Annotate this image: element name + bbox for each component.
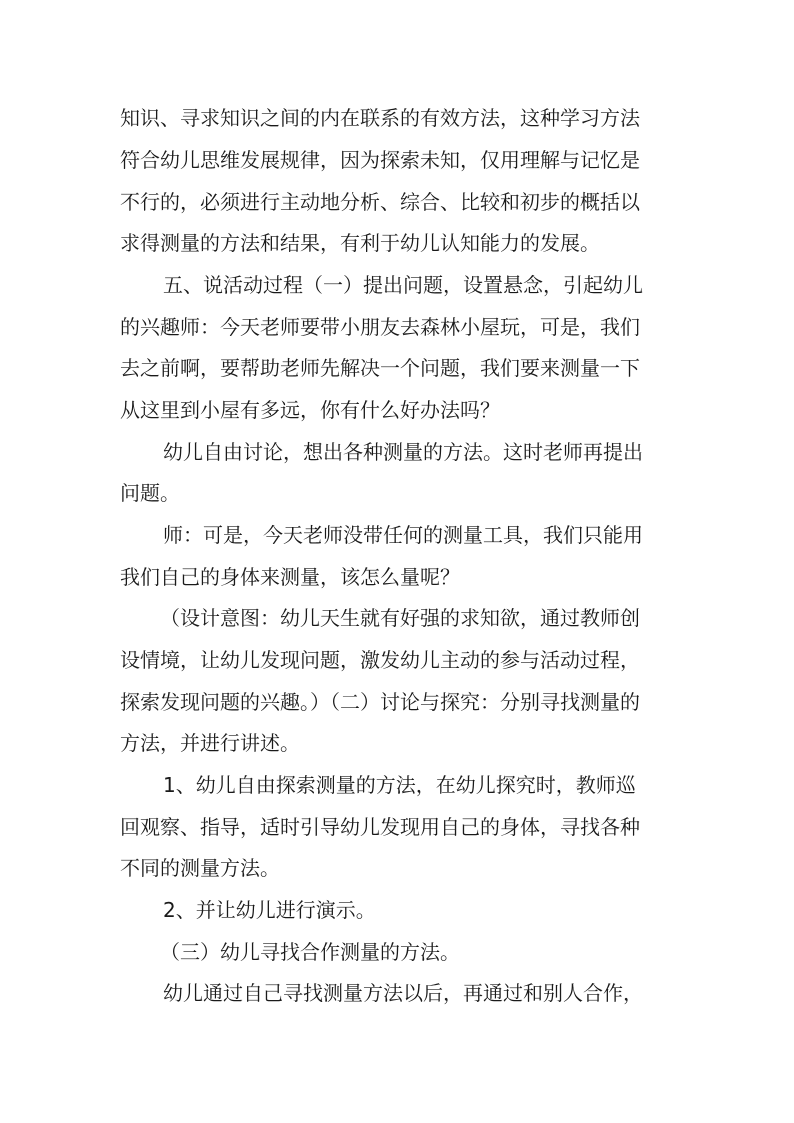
text-line: 从这里到小屋有多远，你有什么好办法吗？ (120, 398, 500, 422)
paragraph-start-line: （设计意图：幼儿天生就有好强的求知欲，通过教师创 (160, 606, 640, 630)
text-line: 知识、寻求知识之间的内在联系的有效方法，这种学习方法 (120, 106, 640, 130)
paragraph-start-line: 2、并让幼儿进行演示。 (163, 898, 376, 922)
text-line: 不同的测量方法。 (120, 856, 280, 880)
text-line: 方法，并进行讲述。 (120, 731, 300, 755)
paragraph-start-line: 幼儿自由讨论，想出各种测量的方法。这时老师再提出 (163, 440, 643, 464)
paragraph-start-line: 师：可是，今天老师没带任何的测量工具，我们只能用 (163, 523, 643, 547)
paragraph-start-line: 幼儿通过自己寻找测量方法以后，再通过和别人合作， (163, 981, 643, 1005)
text-line: 回观察、指导，适时引导幼儿发现用自己的身体，寻找各种 (120, 815, 640, 839)
text-line: 去之前啊，要帮助老师先解决一个问题，我们要来测量一下 (120, 356, 640, 380)
text-line: 设情境，让幼儿发现问题，激发幼儿主动的参与活动过程， (120, 648, 640, 672)
paragraph-start-line: 五、说活动过程（一）提出问题，设置悬念，引起幼儿 (163, 273, 643, 297)
text-line: 不行的，必须进行主动地分析、综合、比较和初步的概括以 (120, 190, 640, 214)
text-line: 探索发现问题的兴趣。）（二）讨论与探究：分别寻找测量的 (120, 690, 640, 714)
paragraph-start-line: （三）幼儿寻找合作测量的方法。 (160, 940, 460, 964)
paragraph-start-line: 1、幼儿自由探索测量的方法，在幼儿探究时，教师巡 (163, 773, 636, 797)
text-line: 我们自己的身体来测量，该怎么量呢？ (120, 565, 460, 589)
text-line: 符合幼儿思维发展规律，因为探索未知，仅用理解与记忆是 (120, 148, 640, 172)
text-line: 问题。 (120, 481, 180, 505)
text-line: 求得测量的方法和结果，有利于幼儿认知能力的发展。 (120, 231, 600, 255)
text-line: 的兴趣师：今天老师要带小朋友去森林小屋玩，可是，我们 (120, 315, 640, 339)
